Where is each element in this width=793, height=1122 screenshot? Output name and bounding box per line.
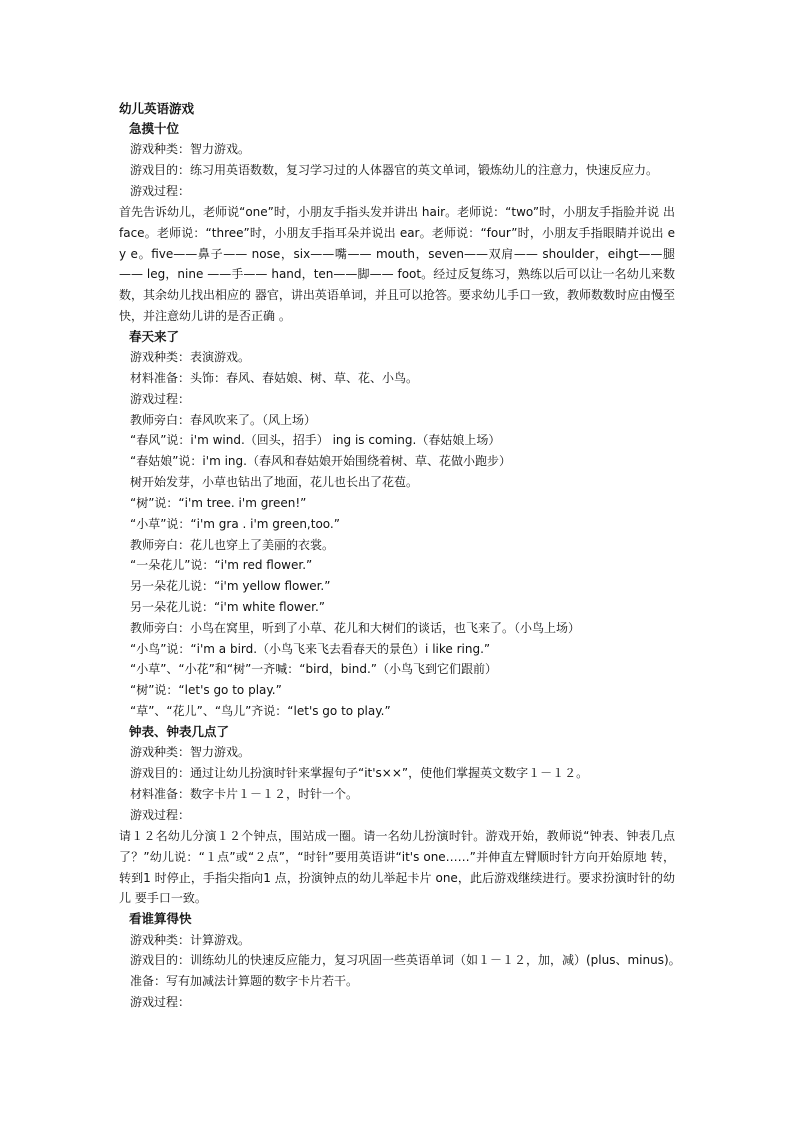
game-2-line: “小鸟”说：“i'm a bird.（小鸟飞来飞去看春天的景色）i like ring.” xyxy=(130,642,491,656)
game-3-line: 游戏过程： xyxy=(130,808,191,822)
game-2-line: 材料准备：头饰：春风、春姑娘、树、草、花、小鸟。 xyxy=(130,371,419,385)
game-4-heading: 看谁算得快 xyxy=(129,911,192,926)
game-2-line: 教师旁白：春风吹来了。（风上场） xyxy=(130,413,317,427)
game-1-heading: 急摸十位 xyxy=(129,121,180,136)
game-2-line: 教师旁白：花儿也穿上了美丽的衣裳。 xyxy=(130,538,335,552)
game-2-line: “小草”、“小花”和“树”一齐喊：“bird，bind.”（小鸟飞到它们跟前） xyxy=(130,662,498,676)
game-2-line: 游戏过程： xyxy=(130,392,191,406)
game-2-line: “春风”说：i'm wind.（回头，招手） ing is coming.（春姑娘上场） xyxy=(130,433,501,447)
game-4-line: 游戏过程： xyxy=(130,995,191,1009)
game-2-line: 另一朵花儿说：“i'm yellow flower.” xyxy=(130,579,331,593)
game-1-type: 游戏种类：智力游戏。 xyxy=(130,142,251,156)
game-4-line: 准备：写有加减法计算题的数字卡片若干。 xyxy=(130,974,359,988)
game-2-line: “小草”说：“i'm gra . i'm green,too.” xyxy=(130,517,340,531)
game-3-line: 游戏种类：智力游戏。 xyxy=(130,745,251,759)
game-1-body-paragraph: 首先告诉幼儿，老师说“one”时，小朋友手指头发并讲出 hair。老师说：“two”时，小朋友手指脸并说 出 face。老师说：“three”时，小朋友手指耳朵并说出 ear。老师说：“four”时，小朋友手指眼睛并说出 ey e。five——鼻子—— nose，six——嘴—— mouth，seven——双肩—— shoulder，eihgt——腿—— leg，nine ——手—— hand，ten——脚—— foot。经过反复练习，熟练以后可以让一名幼儿来数数，其余幼儿找出相应的 器官，讲出英语单词，并且可以抢答。要求幼儿手口一致，教师数数时应由慢至快，并注意幼儿讲的是否正确 。 xyxy=(119,205,675,323)
game-2-line: 树开始发芽，小草也钻出了地面，花儿也长出了花苞。 xyxy=(130,475,419,489)
game-2-line: “一朵花儿”说：“i'm red flower.” xyxy=(130,558,313,572)
game-2-line: 教师旁白：小鸟在窝里，听到了小草、花儿和大树们的谈话，也飞来了。（小鸟上场） xyxy=(130,621,581,635)
game-2-line: “树”说：“i'm tree. i'm green!” xyxy=(130,496,307,510)
game-2-heading: 春天来了 xyxy=(129,329,180,344)
game-3-body-paragraph: 请１２名幼儿分演１２个钟点，围站成一圈。请一名幼儿扮演时针。游戏开始，教师说“钟表、钟表几点了？”幼儿说：“１点”或“２点”，“时针”要用英语讲“it's one……”并伸直左臂顺时针方向开始原地 转，转到1 时停止，手指尖指向1 点，扮演钟点的幼儿举起卡片 one，此后游戏继续进行。要求扮演时针的幼儿 要手口一致。 xyxy=(119,829,675,906)
game-4-line: 游戏目的：训练幼儿的快速反应能力，复习巩固一些英语单词（如１－１２，加，减）(plus、minus)。 xyxy=(130,953,681,967)
game-3-heading: 钟表、钟表几点了 xyxy=(129,724,230,739)
game-2-line: “草”、“花儿”、“鸟儿”齐说：“let's go to play.” xyxy=(130,704,391,718)
game-4-line: 游戏种类：计算游戏。 xyxy=(130,933,251,947)
game-2-line: 另一朵花儿说：“i'm white flower.” xyxy=(130,600,325,614)
game-1-goal: 游戏目的：练习用英语数数，复习学习过的人体器官的英文单词，锻炼幼儿的注意力，快速反应力。 xyxy=(130,163,659,177)
game-1-process-label: 游戏过程： xyxy=(130,184,191,198)
game-3-line: 材料准备：数字卡片１－１２，时针一个。 xyxy=(130,787,359,801)
game-2-line: “树”说：“let's go to play.” xyxy=(130,683,282,697)
document-title: 幼儿英语游戏 xyxy=(119,101,195,116)
game-2-line: “春姑娘”说：i'm ing.（春风和春姑娘开始围绕着树、草、花做小跑步） xyxy=(130,454,511,468)
game-3-line: 游戏目的：通过让幼儿扮演时针来掌握句子“it's××”，使他们掌握英文数字１－１２。 xyxy=(130,766,589,780)
game-2-line: 游戏种类：表演游戏。 xyxy=(130,350,251,364)
